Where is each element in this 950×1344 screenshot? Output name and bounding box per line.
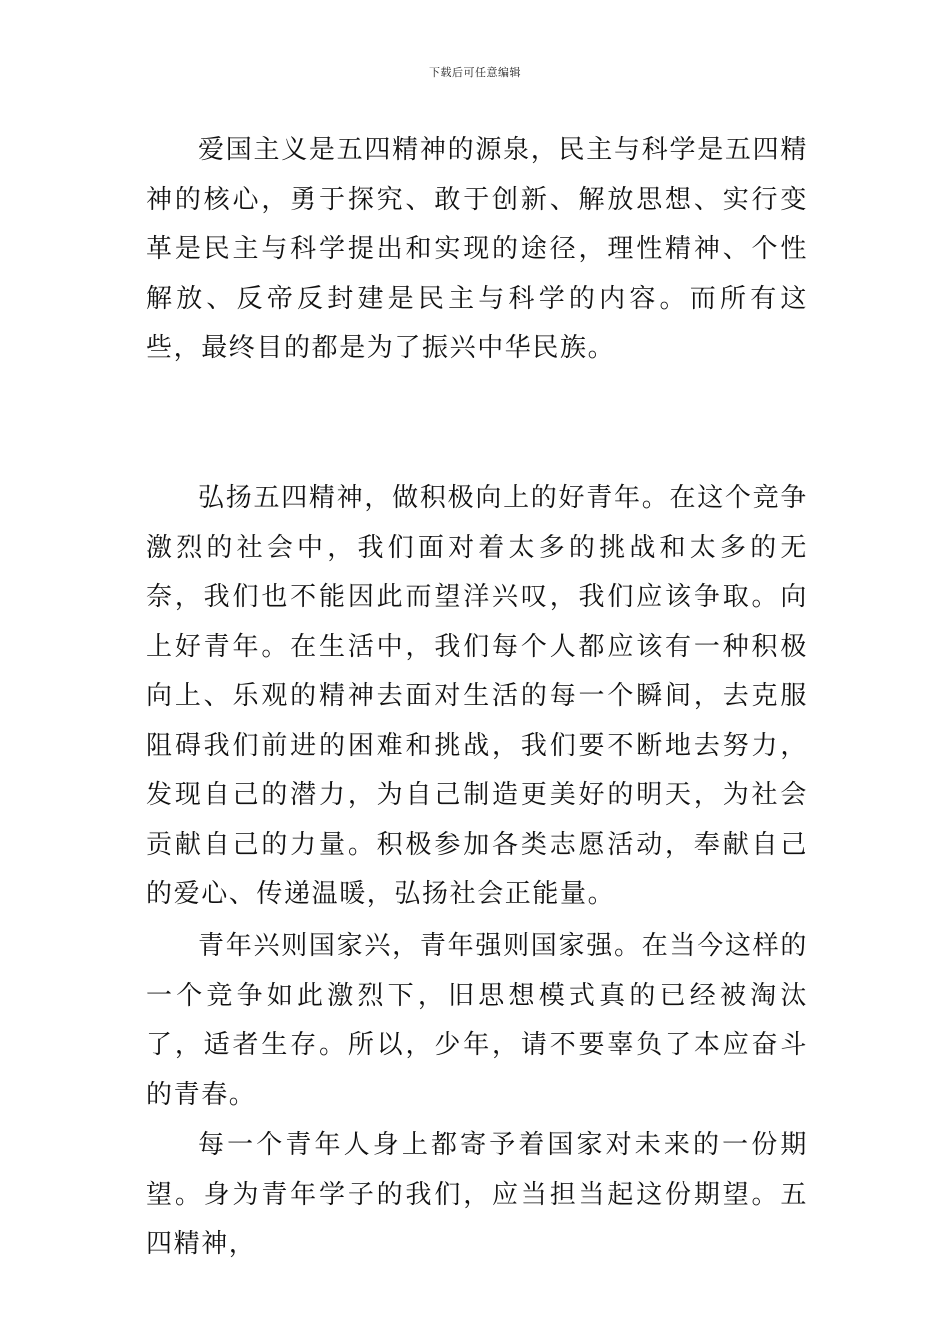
- paragraph-2: 弘扬五四精神，做积极向上的好青年。在这个竞争激烈的社会中，我们面对着太多的挑战和太多的无奈，我们也不能因此而望洋兴叹，我们应该争取。向上好青年。在生活中，我们每个人都应该有一种积极向上、乐观的精神去面对生活的每一个瞬间，去克服阻碍我们前进的困难和挑战，我们要不断地去努力，发现自己的潜力，为自己制造更美好的明天，为社会贡献自己的力量。积极参加各类志愿活动，奉献自己的爱心、传递温暖，弘扬社会正能量。: [146, 483, 808, 909]
- paragraph-4: 每一个青年人身上都寄予着国家对未来的一份期望。身为青年学子的我们，应当担当起这份期望。五四精神，: [146, 1130, 808, 1259]
- paragraph-3: 青年兴则国家兴，青年强则国家强。在当今这样的一个竞争如此激烈下，旧思想模式真的已经被淘汰了，适者生存。所以，少年，请不要辜负了本应奋斗的青春。: [146, 931, 808, 1110]
- paragraph-1: 爱国主义是五四精神的源泉，民主与科学是五四精神的核心，勇于探究、敢于创新、解放思想、实行变革是民主与科学提出和实现的途径，理性精神、个性解放、反帝反封建是民主与科学的内容。而所有这些，最终目的都是为了振兴中华民族。: [146, 135, 808, 363]
- page-header: 下载后可任意编辑: [429, 66, 521, 79]
